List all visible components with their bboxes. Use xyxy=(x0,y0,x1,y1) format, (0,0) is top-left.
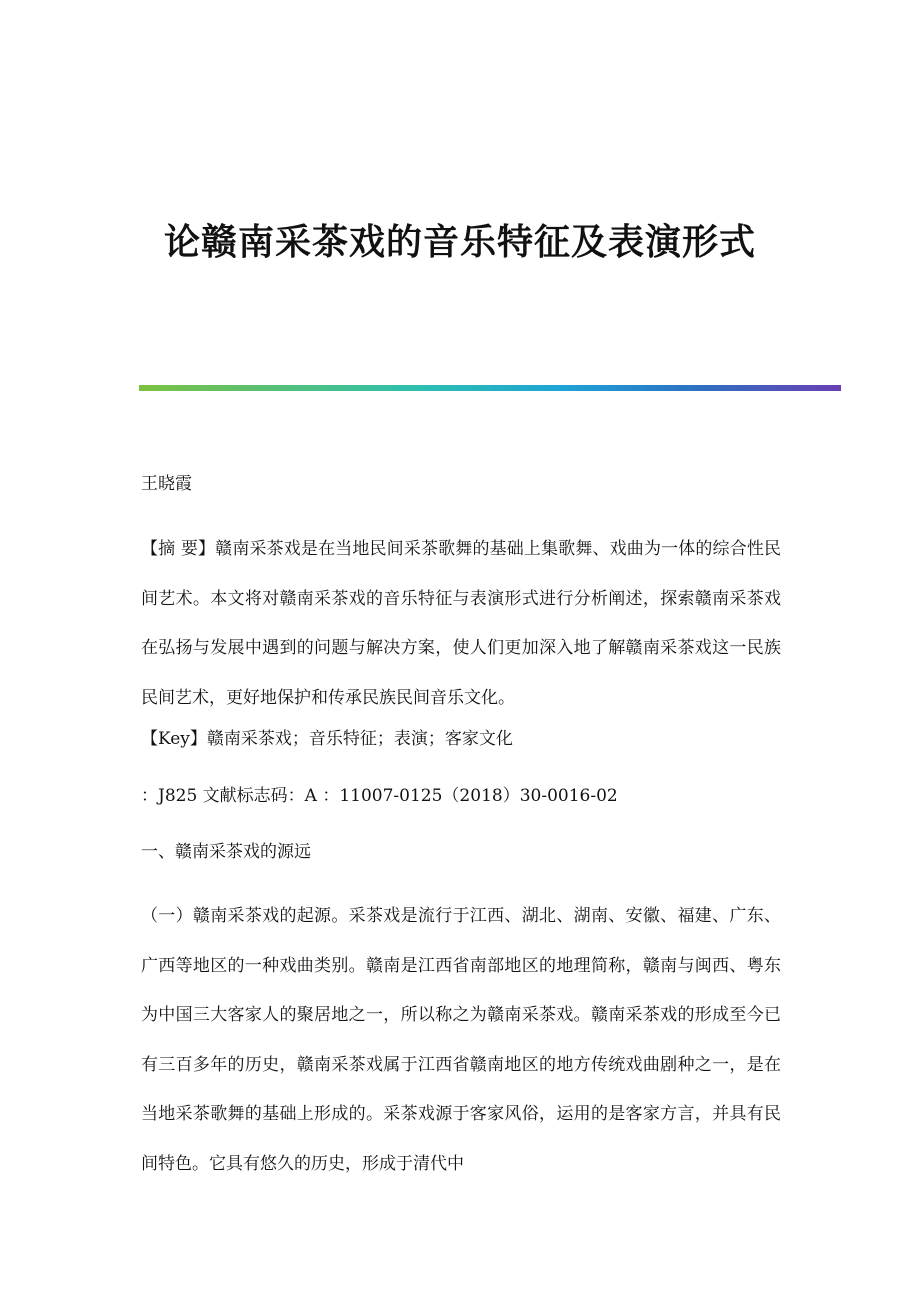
body-paragraph: （一）赣南采茶戏的起源。采茶戏是流行于江西、湖北、湖南、安徽、福建、广东、广西等地区的一种戏曲类别。赣南是江西省南部地区的地理简称，赣南与闽西、粤东为中国三大客家人的聚居地之一，所以称之为赣南采茶戏。赣南采茶戏的形成至今已有三百多年的历史，赣南采茶戏属于江西省赣南地区的地方传统戏曲剧种之一，是在当地采茶歌舞的基础上形成的。采茶戏源于客家风俗，运用的是客家方言，并具有民间特色。它具有悠久的历史，形成于清代中 xyxy=(141,906,781,1174)
keywords-text: 赣南采茶戏；音乐特征；表演；客家文化 xyxy=(206,729,513,749)
abstract-label: 【摘 要】 xyxy=(141,539,216,559)
abstract-text: 赣南采茶戏是在当地民间采茶歌舞的基础上集歌舞、戏曲为一体的综合性民间艺术。本文将对赣南采茶戏的音乐特征与表演形式进行分析阐述，探索赣南采茶戏在弘扬与发展中遇到的问题与解决方案，使人们更加深入地了解赣南采茶戏这一民族民间艺术，更好地保护和传承民族民间音乐文化。 xyxy=(141,539,782,708)
article-title: 论赣南采茶戏的音乐特征及表演形式 xyxy=(163,221,756,263)
keywords-label: 【Key】 xyxy=(141,729,207,749)
abstract-paragraph xyxy=(141,525,781,723)
classification-line: ：J825 文献标志码：A ：11007-0125（2018）30-0016-02 xyxy=(141,786,618,806)
author-name: 王晓霞 xyxy=(141,474,192,494)
title-divider xyxy=(139,385,841,391)
section-heading: 一、赣南采茶戏的源远 xyxy=(141,842,311,862)
keywords-line xyxy=(141,725,781,753)
